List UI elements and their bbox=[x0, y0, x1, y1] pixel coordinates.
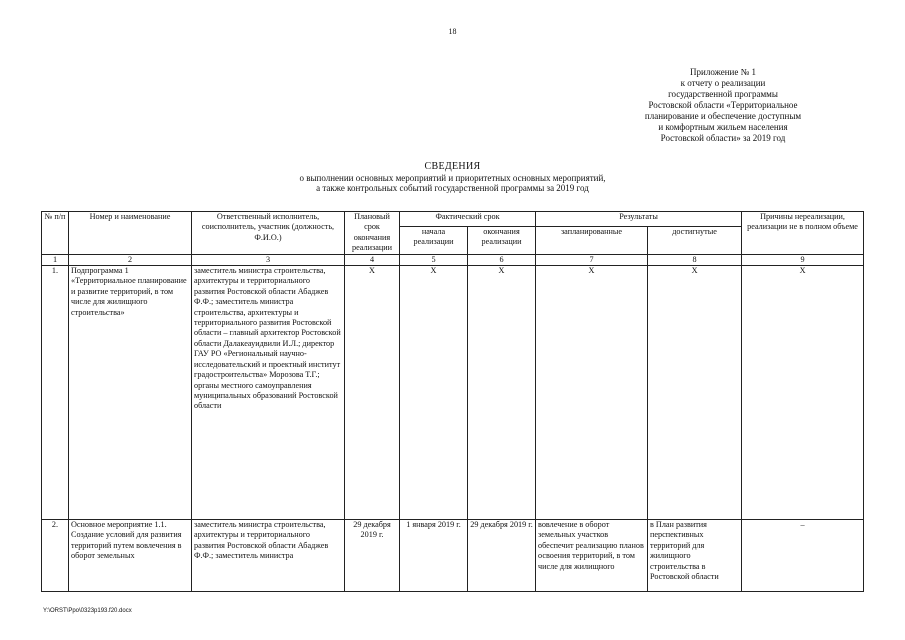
row-end bbox=[468, 520, 536, 592]
appendix-line: Ростовской области» за 2019 год bbox=[660, 133, 786, 143]
appendix-line: Приложение № 1 bbox=[690, 67, 756, 77]
row-start bbox=[400, 520, 468, 592]
table-row bbox=[42, 520, 864, 592]
cell-clip: Основное мероприятие 1.1. Создание условий для развития территорий путем вовлечения в оборот земельных bbox=[71, 520, 182, 561]
row-num: 1. bbox=[42, 266, 69, 520]
header-responsible: Ответственный исполнитель, соисполнитель, участник (должность, Ф.И.О.) bbox=[192, 212, 345, 255]
appendix-line: государственной программы bbox=[668, 89, 778, 99]
report-table bbox=[41, 211, 864, 592]
cell-clip: – bbox=[800, 520, 805, 530]
cell-clip: 1 января 2019 г. bbox=[406, 520, 461, 530]
header-actual-start: начала реализации bbox=[400, 226, 468, 254]
column-number: 5 bbox=[400, 254, 468, 265]
cell-clip: вовлечение в оборот земельных участков обеспечит реализацию планов освоения территорий, в том числе для жилищного bbox=[538, 520, 644, 571]
row-start: Х bbox=[400, 266, 468, 520]
row-num bbox=[42, 520, 69, 592]
appendix-line: Ростовской области «Территориальное bbox=[648, 100, 798, 110]
column-number: 2 bbox=[69, 254, 192, 265]
heading-line-1: о выполнении основных мероприятий и приоритетных основных мероприятий, bbox=[299, 172, 606, 183]
row-planned: Х bbox=[345, 266, 400, 520]
cell-clip: заместитель министра строительства, архитектуры и территориального развития Ростовской области Абаджев Ф.Ф.; заместитель министра bbox=[194, 520, 329, 561]
table-row bbox=[42, 266, 864, 520]
column-number: 1 bbox=[42, 254, 69, 265]
row-results-planned: Х bbox=[536, 266, 648, 520]
header-num: № п/п bbox=[42, 212, 69, 255]
appendix-block bbox=[608, 67, 838, 144]
row-name: Подпрограмма 1 «Территориальное планирование и развитие территорий, в том числе для жилищного строительства» bbox=[69, 266, 192, 520]
page-number: 18 bbox=[448, 27, 457, 36]
header-actual: Фактический срок bbox=[400, 212, 536, 227]
row-end: Х bbox=[468, 266, 536, 520]
row-results-achieved: Х bbox=[648, 266, 742, 520]
row-results-achieved bbox=[648, 520, 742, 592]
document-heading bbox=[0, 162, 905, 194]
header-planned: Плановый срок окончания реализации bbox=[345, 212, 400, 255]
appendix-line: к отчету о реализации bbox=[680, 78, 766, 88]
row-name bbox=[69, 520, 192, 592]
header-name: Номер и наименование bbox=[69, 212, 192, 255]
column-number: 4 bbox=[345, 254, 400, 265]
row-reasons bbox=[742, 520, 864, 592]
appendix-line: и комфортным жильем населения bbox=[658, 122, 788, 132]
column-number: 7 bbox=[536, 254, 648, 265]
heading-title: СВЕДЕНИЯ bbox=[424, 161, 481, 172]
header-reasons: Причины нереализации, реализации не в полном объеме bbox=[742, 212, 864, 255]
appendix-line: планирование и обеспечение доступным bbox=[644, 111, 802, 121]
column-number: 8 bbox=[648, 254, 742, 265]
column-number: 6 bbox=[468, 254, 536, 265]
row-responsible: заместитель министра строительства, архитектуры и территориального развития Ростовской области Абаджев Ф.Ф.; заместитель министра строительства, архитектуры и территориального развития Ростовской области – главный архитектор Ростовской области Далакеауидвили И.Л.; директор ГАУ РО «Региональный научно-исследовательский и проектный институт градостроительства» Морозова Т.Г.; органы местного самоуправления муниципальных образований Ростовской области bbox=[192, 266, 345, 520]
row-planned bbox=[345, 520, 400, 592]
header-results-achieved: достигнутые bbox=[648, 226, 742, 254]
row-results-planned bbox=[536, 520, 648, 592]
heading-line-2: а также контрольных событий государственной программы за 2019 год bbox=[316, 183, 589, 193]
header-row bbox=[42, 212, 864, 227]
cell-clip: 29 декабря 2019 г. bbox=[470, 520, 533, 530]
header-results: Результаты bbox=[536, 212, 742, 227]
row-reasons: Х bbox=[742, 266, 864, 520]
cell-clip: 29 декабря 2019 г. bbox=[353, 520, 391, 540]
header-results-planned: запланированные bbox=[536, 226, 648, 254]
column-number: 9 bbox=[742, 254, 864, 265]
column-number: 3 bbox=[192, 254, 345, 265]
row-responsible bbox=[192, 520, 345, 592]
header-actual-end: окончания реализации bbox=[468, 226, 536, 254]
cell-clip: 2. bbox=[51, 520, 59, 530]
column-number-row bbox=[42, 254, 864, 265]
file-path-footer: Y:\ORST\Ppo\0323p193.f20.docx bbox=[43, 608, 132, 614]
cell-clip: в План развития перспективных территорий для жилищного строительства в Ростовской области bbox=[650, 520, 719, 582]
